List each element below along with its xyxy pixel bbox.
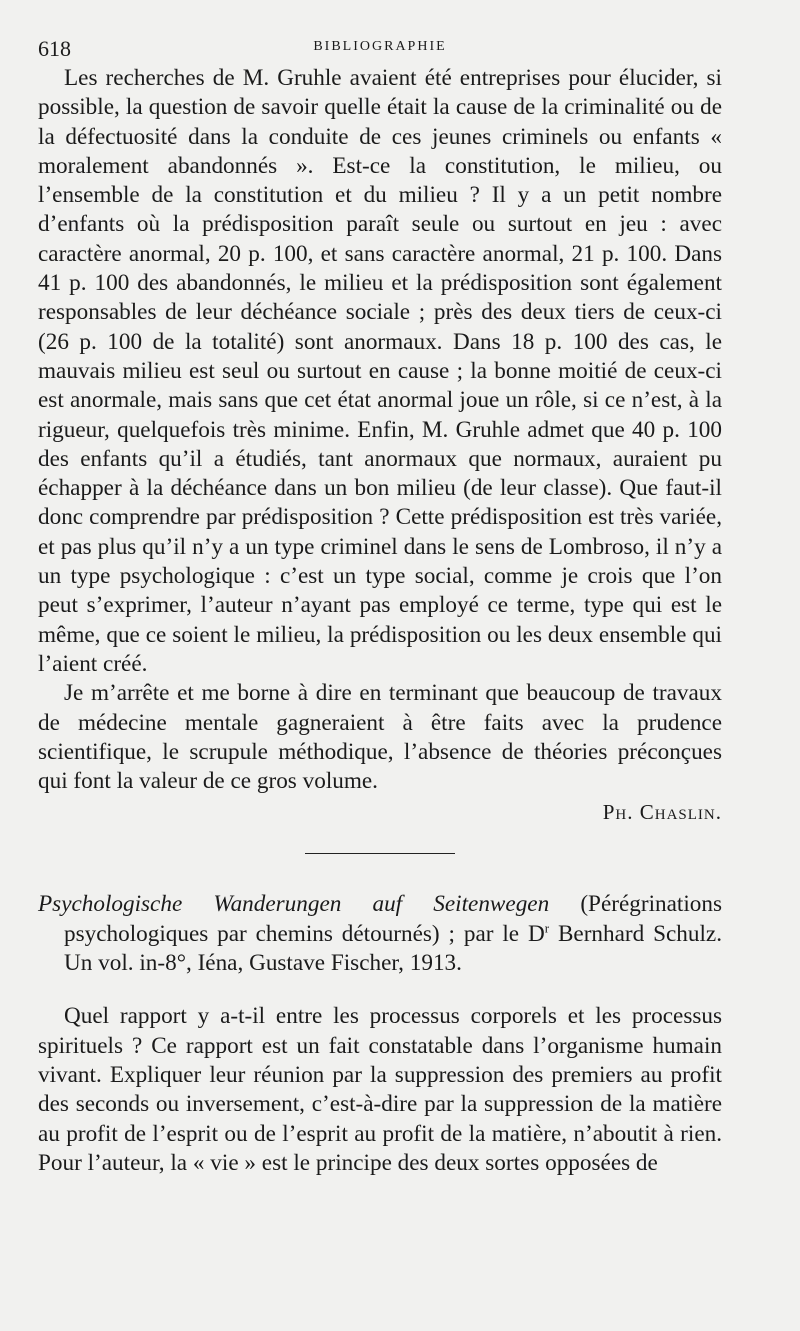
review-heading bbox=[38, 890, 722, 978]
running-title: BIBLIOGRAPHIE bbox=[313, 39, 447, 54]
review-author-publication: Bernhard Schulz. Un vol. in-8°, Iéna, Gustave Fischer, 1913. bbox=[64, 920, 723, 977]
running-head bbox=[38, 30, 722, 64]
paragraph-review-body: Quel rapport y a-t-il entre les processus corporels et les processus spirituels ? Ce rapport est un fait constatable dans l’organisme humain vivant. Expliquer leur réunion par la suppression des premiers au profit des seconds ou inversement, c’est-à-dire par la suppression de la matière au profit de l’esprit ou de l’esprit au profit de la matière, n’aboutit à rien. Pour l’auteur, la « vie » est le principe des deux sortes opposées de bbox=[38, 1003, 722, 1176]
review-book-translation: (Pérégrinations psychologiques par chemins détournés) ; par le bbox=[64, 891, 722, 947]
review-book-title: Psychologische Wanderungen auf Seitenwegen bbox=[38, 891, 550, 918]
reviewer-signature: Ph. Chaslin. bbox=[602, 800, 722, 825]
page-number: 618 bbox=[38, 36, 71, 61]
review-author-prefix: D bbox=[527, 920, 545, 947]
paragraph-conclusion: Je m’arrête et me borne à dire en terminant que beaucoup de travaux de médecine mentale gagneraient à être faits avec la prudence scientifique, le scrupule méthodique, l’absence de théories préconçues qui font la valeur de ce gros volume. bbox=[38, 680, 722, 795]
paragraph-gruhle-research: Les recherches de M. Gruhle avaient été entreprises pour élucider, si possible, la question de savoir quelle était la cause de la criminalité ou de la défectuosité dans la conduite de ces jeunes criminels ou enfants « moralement abandonnés ». Est-ce la constitution, le milieu, ou l’ensemble de la constitution et du milieu ? Il y a un petit nombre d’enfants où la prédisposition paraît seule ou surtout en jeu : avec caractère anormal, 20 p. 100, et sans caractère anormal, 21 p. 100. Dans 41 p. 100 des abandonnés, le milieu et la prédisposition sont également responsables de leur déchéance sociale ; près des deux tiers de ceux-ci (26 p. 100 de la totalité) sont anormaux. Dans 18 p. 100 des cas, le mauvais milieu est seul ou surtout en cause ; la bonne moitié de ceux-ci est anormale, mais sans que cet état anormal joue un rôle, si ce n’est, à la rigueur, quelquefois très minime. Enfin, M. Gruhle admet que 40 p. 100 des enfants qu’il a étudiés, tant anormaux que normaux, auraient pu échapper à la déchéance dans un bon milieu (de leur classe). Que faut-il donc comprendre par prédisposition ? Cette prédisposition est très variée, et pas plus qu’il n’y a un type criminel dans le sens de Lombroso, il n’y a un type psychologique : c’est un type social, comme je crois que l’on peut s’exprimer, l’auteur n’ayant pas employé ce terme, type qui est le même, que ce soient le milieu, la prédisposition ou les deux ensemble qui l’aient créé. bbox=[38, 65, 722, 677]
section-divider bbox=[305, 853, 455, 854]
review-author-prefix-sup: r bbox=[544, 919, 550, 935]
